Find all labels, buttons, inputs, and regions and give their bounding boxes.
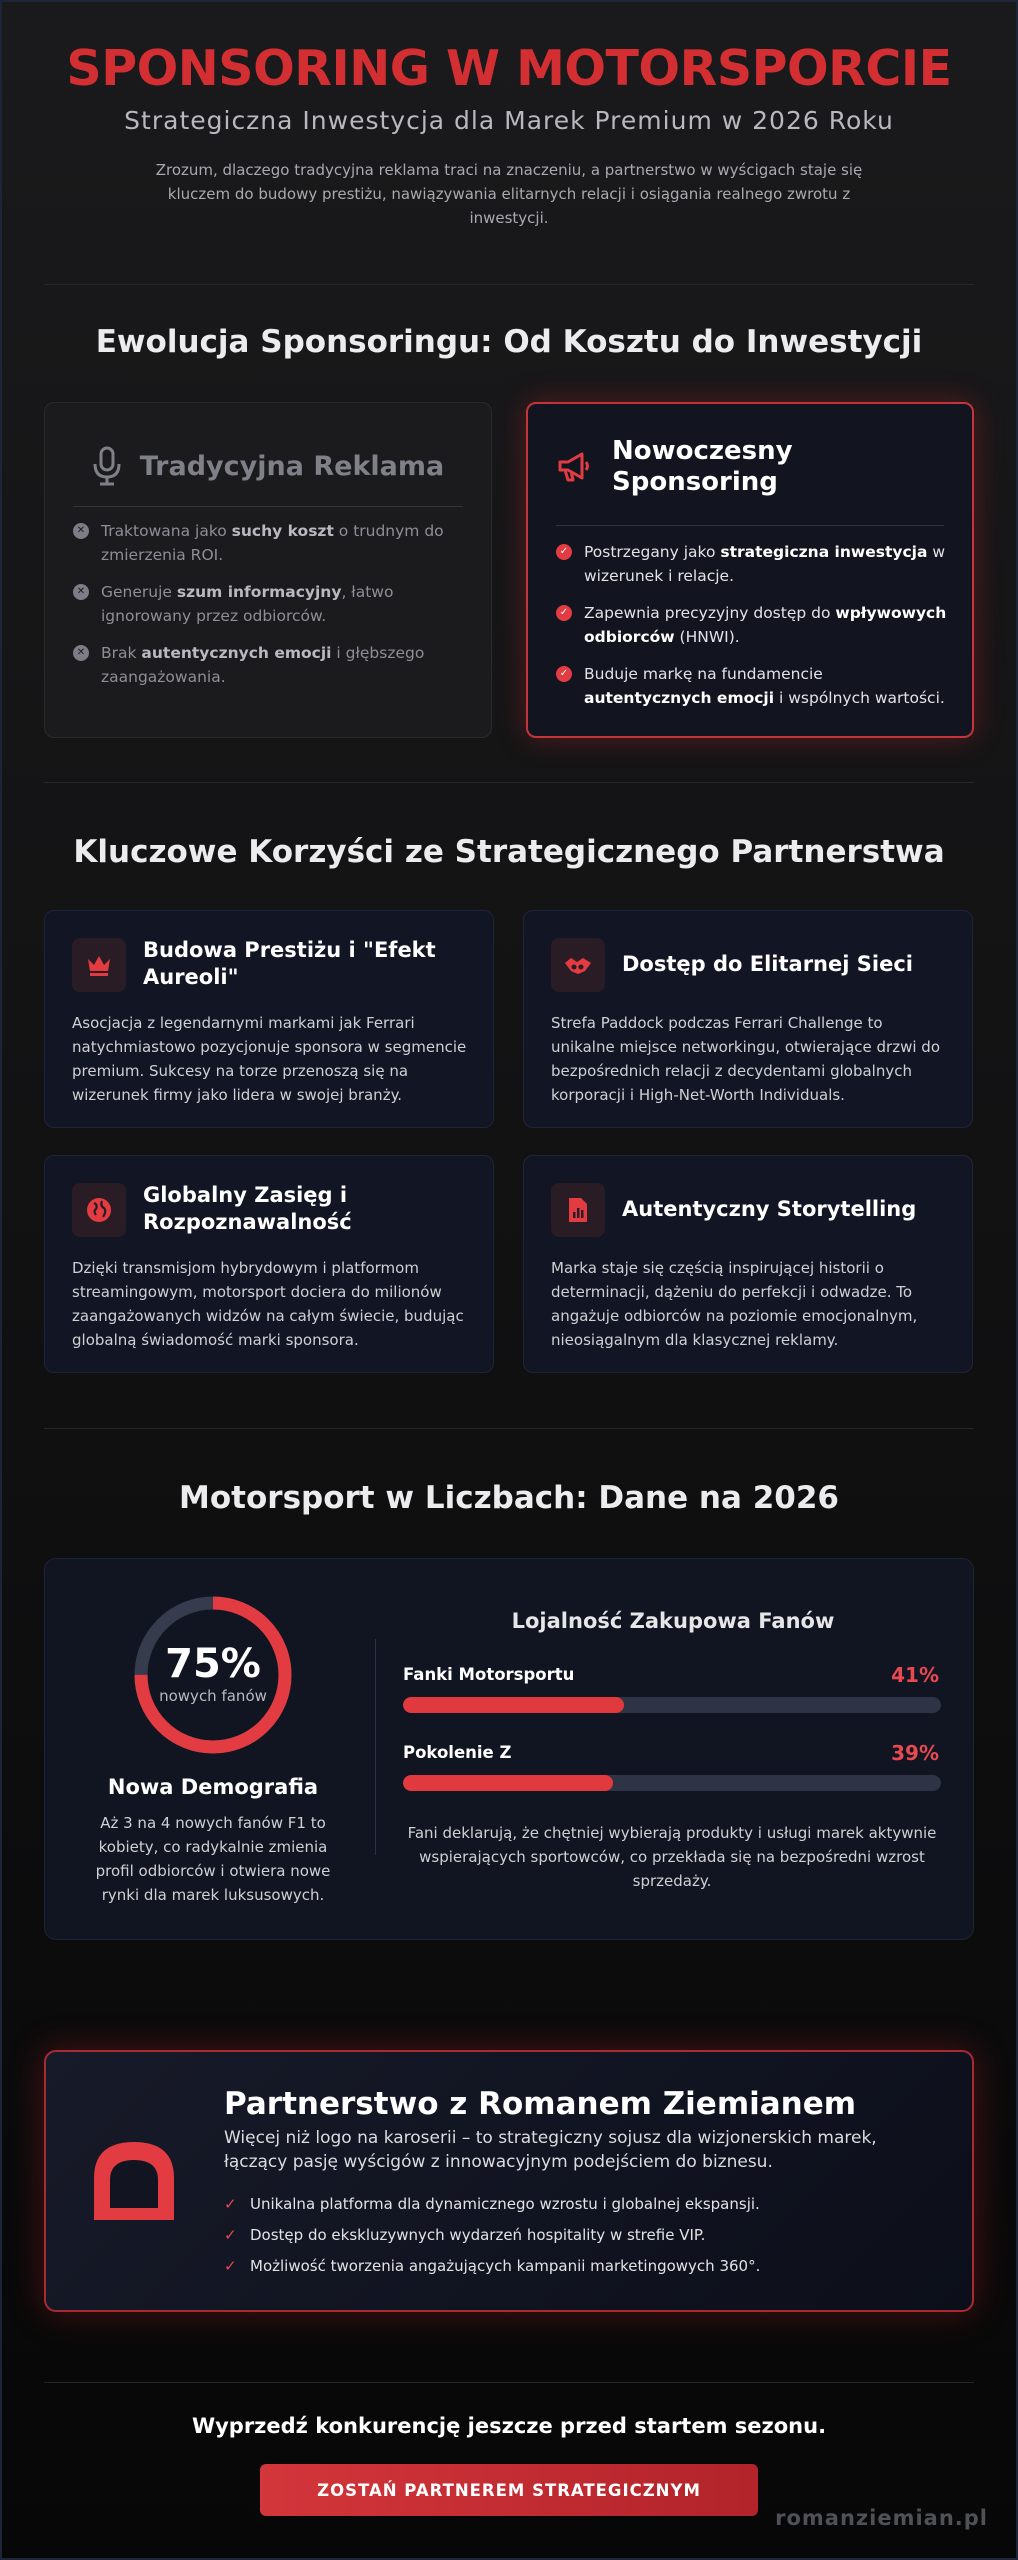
modern-sponsoring-title: Nowoczesny Sponsoring [612,436,793,497]
demography-text: Aż 3 na 4 nowych fanów F1 to kobiety, co radykalnie zmienia profil odbiorców i otwiera nowe rynki dla marek luksusowych. [95,1814,331,1904]
traditional-ads-card [44,402,492,738]
benefit-card-prestige [44,910,494,1128]
benefit-card-storytelling [523,1155,973,1373]
become-partner-button[interactable]: ZOSTAŃ PARTNEREM STRATEGICZNYM [260,2464,758,2516]
benefit-title: Dostęp do Elitarnej Sieci [622,952,913,976]
traditional-ads-list [73,519,467,702]
benefit-title: Globalny Zasięg i Rozpoznawalność [143,1183,352,1234]
stats-card [44,1558,974,1940]
benefit-title: Autentyczny Storytelling [622,1197,917,1221]
benefit-text: Asocjacja z legendarnymi markami jak Ferrari natychmiastowo pozycjonuje sponsora w segmencie premium. Sukcesy na torze przenoszą się na wizerunek firmy jako lidera w swojej branży. [72,1014,467,1104]
partner-subtitle: Więcej niż logo na karoserii – to strategiczny sojusz dla wizjonerskich marek, łączący pasję wyścigów z innowacyjnym podejściem do biznesu. [224,2128,877,2172]
loyalty-note: Fani deklarują, że chętniej wybierają produkty i usługi marek aktywnie wspierających sportowców, co przekłada się na bezpośredni wzrost sprzedaży. [407,1824,937,1890]
list-item: ✓ Możliwość tworzenia angażujących kampanii marketingowych 360°. [224,2257,761,2275]
progress-bar [403,1697,941,1713]
list-item: ✓ Postrzegany jako strategiczna inwestycja w wizerunek i relacje. [556,540,948,588]
demography-title: Nowa Demografia [107,1775,319,1799]
divider [44,2382,974,2383]
partner-card [44,2050,974,2312]
check-circle-icon: ✓ [556,666,572,682]
bar-value: 39% [891,1741,939,1765]
donut-label: nowych fanów [159,1687,267,1705]
cta-heading: Wyprzedź konkurencję jeszcze przed startem sezonu. [191,2414,827,2438]
check-icon: ✓ [224,2195,237,2213]
page-title: SPONSORING W MOTORSPORCIE [66,40,952,97]
x-circle-icon: ✕ [73,523,89,539]
card-divider [556,525,944,526]
list-item: ✓ Zapewnia precyzyjny dostęp do wpływowych odbiorców (HNWI). [556,601,948,649]
divider [44,284,974,285]
list-item: ✓ Buduje markę na fundamencie autentycznych emocji i wspólnych wartości. [556,662,948,710]
evolution-section-title: Ewolucja Sponsoringu: Od Kosztu do Inwestycji [95,324,923,360]
divider [44,1428,974,1429]
site-watermark: romanziemian.pl [775,2506,988,2530]
helmet-logo-icon [86,2132,182,2232]
progress-bar-fill [403,1775,613,1791]
list-item: ✕ Traktowana jako suchy koszt o trudnym do zmierzenia ROI. [73,519,467,567]
list-item: ✕ Brak autentycznych emocji i głębszego zaangażowania. [73,641,467,689]
bar-label: Fanki Motorsportu [403,1665,575,1684]
x-circle-icon: ✕ [73,645,89,661]
stats-divider [375,1639,376,1855]
bar-value: 41% [891,1663,939,1687]
microphone-icon [92,446,122,486]
list-item: ✕ Generuje szum informacyjny, łatwo ignorowany przez odbiorców. [73,580,467,628]
check-icon: ✓ [224,2226,237,2244]
card-divider [73,506,463,507]
check-circle-icon: ✓ [556,605,572,621]
page-subtitle: Strategiczna Inwestycja dla Marek Premium w 2026 Roku [124,106,894,135]
benefit-text: Marka staje się częścią inspirującej historii o determinacji, dążeniu do perfekcji i odwadze. To angażuje odbiorców na poziomie emocjonalnym, nieosiągalnym dla klasycznej reklamy. [551,1259,918,1349]
megaphone-icon [556,449,592,485]
x-circle-icon: ✕ [73,584,89,600]
partner-list [224,2194,924,2287]
list-item: ✓ Dostęp do ekskluzywnych wydarzeń hospitality w strefie VIP. [224,2226,706,2244]
loyalty-title: Lojalność Zakupowa Fanów [511,1609,835,1633]
check-circle-icon: ✓ [556,544,572,560]
traditional-ads-title: Tradycyjna Reklama [139,450,445,482]
divider [44,782,974,783]
globe-icon [72,1183,126,1237]
crown-icon [72,938,126,992]
page-description: Zrozum, dlaczego tradycyjna reklama traci na znaczeniu, a partnerstwo w wyścigach staje się kluczem do budowy prestiżu, nawiązywania elitarnych relacji i osiągania realnego zwrotu z inwestycji. [155,161,863,227]
modern-sponsoring-card [526,402,974,738]
partner-title: Partnerstwo z Romanem Ziemianem [224,2086,857,2122]
check-icon: ✓ [224,2257,237,2275]
handshake-icon [551,938,605,992]
progress-bar [403,1775,941,1791]
benefit-text: Dzięki transmisjom hybrydowym i platformom streamingowym, motorsport dociera do milionów zaangażowanych widzów na całym świecie, budując globalną świadomość marki sponsora. [72,1259,464,1349]
benefit-text: Strefa Paddock podczas Ferrari Challenge to unikalne miejsce networkingu, otwierające drzwi do bezpośrednich relacji z decydentami globalnych korporacji i High-Net-Worth Individuals. [551,1014,941,1104]
progress-bar-fill [403,1697,624,1713]
stats-section-title: Motorsport w Liczbach: Dane na 2026 [179,1480,839,1516]
list-item: ✓ Unikalna platforma dla dynamicznego wzrostu i globalnej ekspansji. [224,2195,760,2213]
benefit-card-network [523,910,973,1128]
book-icon [551,1183,605,1237]
modern-sponsoring-list [556,540,948,723]
benefits-section-title: Kluczowe Korzyści ze Strategicznego Partnerstwa [73,834,945,870]
donut-value: 75% [165,1641,261,1687]
bar-label: Pokolenie Z [403,1743,512,1762]
benefit-title: Budowa Prestiżu i "Efekt Aureoli" [143,938,436,989]
benefit-card-reach [44,1155,494,1373]
